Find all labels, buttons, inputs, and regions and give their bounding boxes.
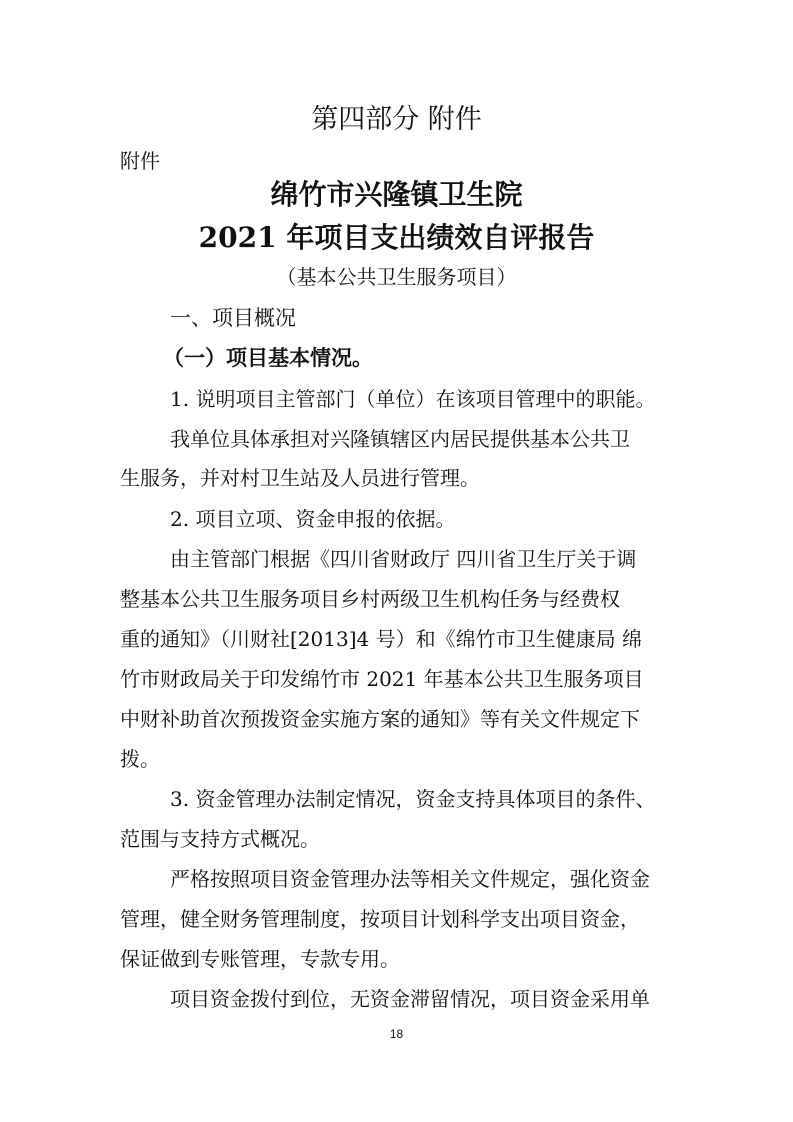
report-title-line2: 2021 年项目支出绩效自评报告	[198, 221, 595, 254]
page-number: 18	[389, 1027, 404, 1041]
attachment-label: 附件	[120, 149, 160, 173]
paragraph-line: 保证做到专账管理，专款专用。	[120, 947, 400, 971]
report-subtitle: （基本公共卫生服务项目）	[276, 265, 517, 289]
paragraph-line: 拨。	[120, 747, 160, 771]
part-title: 第四部分 附件	[311, 104, 482, 135]
paragraph-line: 项目资金拨付到位，无资金滞留情况，项目资金采用单	[170, 987, 650, 1011]
item-1: 1. 说明项目主管部门（单位）在该项目管理中的职能。	[170, 387, 656, 411]
report-title-line1: 绵竹市兴隆镇卫生院	[270, 178, 523, 211]
item-2: 2. 项目立项、资金申报的依据。	[170, 507, 456, 531]
paragraph-line: 中财补助首次预拨资金实施方案的通知》等有关文件规定下	[120, 707, 640, 731]
paragraph-line: 严格按照项目资金管理办法等相关文件规定，强化资金	[170, 867, 650, 891]
paragraph-line: 我单位具体承担对兴隆镇辖区内居民提供基本公共卫	[170, 427, 630, 451]
paragraph-line: 生服务，并对村卫生站及人员进行管理。	[120, 466, 480, 490]
paragraph-line: 由主管部门根据《四川省财政厅 四川省卫生厅关于调	[170, 547, 637, 571]
paragraph-line: 整基本公共卫生服务项目乡村两级卫生机构任务与经费权	[120, 587, 620, 611]
paragraph-line: 重的通知》（川财社[2013]4 号）和《绵竹市卫生健康局 绵	[120, 627, 642, 651]
paragraph-line: 管理，健全财务管理制度，按项目计划科学支出项目资金，	[120, 907, 640, 931]
section-heading: 一、项目概况	[170, 306, 296, 330]
paragraph-line: 竹市财政局关于印发绵竹市 2021 年基本公共卫生服务项目	[120, 667, 644, 691]
subsection-heading: （一）项目基本情况。	[163, 346, 373, 370]
item-3-continued: 范围与支持方式概况。	[120, 827, 320, 851]
item-3: 3. 资金管理办法制定情况，资金支持具体项目的条件、	[170, 787, 656, 811]
